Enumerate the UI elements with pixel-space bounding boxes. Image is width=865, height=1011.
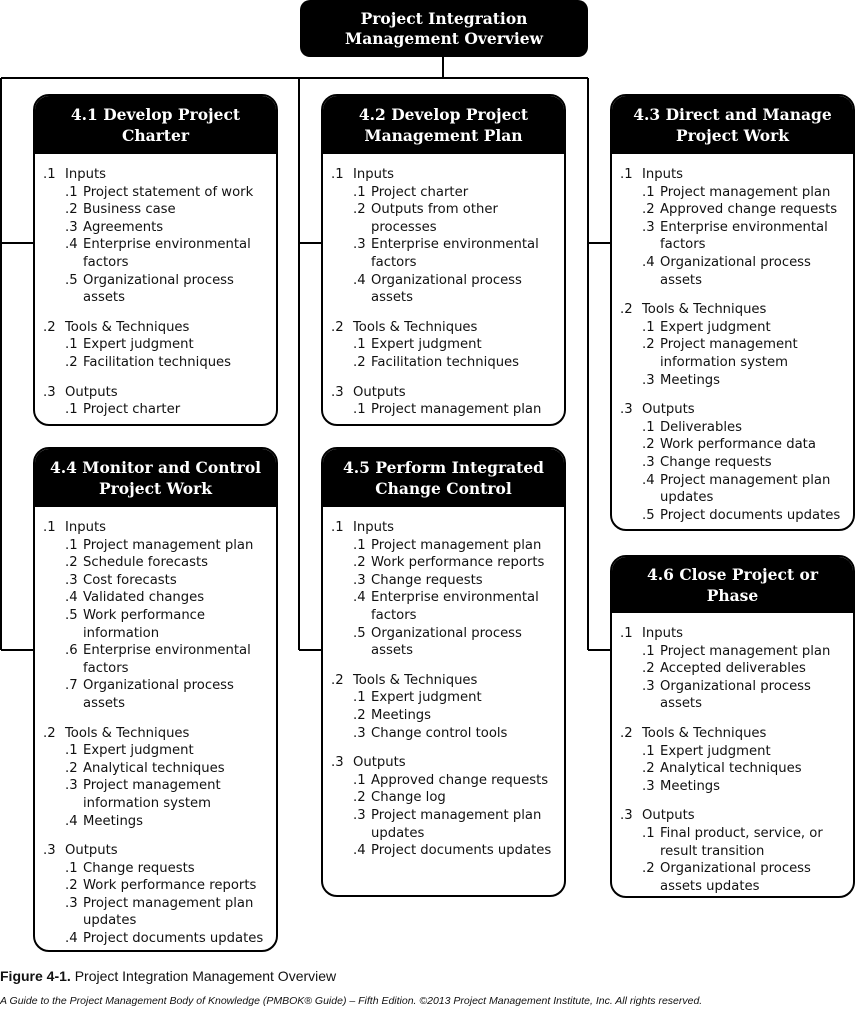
item-number: .2 bbox=[65, 878, 78, 894]
item-text: Expert judgment bbox=[83, 337, 194, 353]
item-number: .4 bbox=[353, 843, 366, 859]
process-box-4-6 bbox=[610, 555, 855, 898]
item-number: .5 bbox=[642, 507, 655, 523]
figure-caption-text: Project Integration Management Overview bbox=[74, 968, 337, 984]
item-text: Cost forecasts bbox=[83, 572, 177, 588]
item-number: .1 bbox=[353, 337, 366, 353]
section-label: Outputs bbox=[353, 384, 406, 400]
item-number: .2 bbox=[65, 202, 78, 218]
box-title-title-line2: Management Plan bbox=[364, 126, 523, 145]
item-number: .1 bbox=[353, 184, 366, 200]
list-item bbox=[620, 743, 849, 761]
list-item bbox=[620, 436, 849, 454]
list-item bbox=[620, 254, 849, 289]
list-item bbox=[43, 642, 272, 677]
list-item bbox=[43, 336, 272, 354]
item-number: .2 bbox=[353, 354, 366, 370]
section-inputs bbox=[620, 625, 849, 713]
item-text: Organizational process assets bbox=[371, 272, 522, 306]
list-item bbox=[43, 895, 272, 930]
item-number: .1 bbox=[65, 537, 78, 553]
list-item bbox=[331, 772, 560, 790]
item-number: .1 bbox=[353, 690, 366, 706]
item-text: Enterprise environmental factors bbox=[371, 237, 539, 270]
item-number: .6 bbox=[65, 643, 78, 659]
list-item bbox=[331, 554, 560, 572]
item-number: .3 bbox=[642, 678, 655, 694]
item-number: .3 bbox=[65, 778, 78, 794]
section-heading bbox=[331, 166, 560, 184]
list-item bbox=[620, 201, 849, 219]
list-item bbox=[331, 725, 560, 743]
box-title-title-line2: Project Work bbox=[98, 479, 212, 498]
item-text: Meetings bbox=[83, 813, 144, 829]
section-heading bbox=[620, 807, 849, 825]
section-outputs bbox=[331, 754, 560, 860]
section-number: .1 bbox=[331, 520, 344, 535]
list-item bbox=[43, 760, 272, 778]
box-body bbox=[612, 154, 853, 530]
section-label: Outputs bbox=[65, 384, 118, 400]
item-text: Enterprise environmental factors bbox=[83, 237, 251, 270]
list-item bbox=[331, 807, 560, 842]
section-number: .2 bbox=[331, 319, 344, 335]
section-label: Inputs bbox=[65, 167, 107, 182]
item-text: Project documents updates bbox=[83, 931, 264, 947]
process-box-4-4 bbox=[33, 447, 278, 952]
diagram-title-line2: Management Overview bbox=[345, 28, 543, 48]
box-title bbox=[612, 96, 853, 154]
list-item bbox=[43, 813, 272, 831]
item-number: .1 bbox=[642, 825, 655, 841]
list-item bbox=[620, 660, 849, 678]
item-number: .3 bbox=[353, 725, 366, 741]
item-number: .1 bbox=[65, 184, 78, 200]
section-heading bbox=[331, 754, 560, 772]
box-title-title-line1: 4.2 Develop Project bbox=[358, 105, 529, 124]
diagram-title bbox=[300, 0, 588, 57]
item-text: Project documents updates bbox=[660, 507, 841, 523]
item-text: Change log bbox=[371, 790, 446, 806]
item-text: Expert judgment bbox=[371, 337, 482, 353]
item-text: Project management information system bbox=[83, 778, 221, 811]
item-text: Meetings bbox=[660, 778, 721, 794]
item-number: .1 bbox=[65, 743, 78, 759]
section-heading bbox=[43, 519, 272, 537]
section-outputs bbox=[43, 842, 272, 948]
item-number: .3 bbox=[65, 895, 78, 911]
section-heading bbox=[43, 384, 272, 402]
item-number: .3 bbox=[65, 219, 78, 235]
item-text: Organizational process assets bbox=[83, 272, 234, 306]
item-number: .1 bbox=[353, 537, 366, 553]
section-heading bbox=[43, 842, 272, 860]
item-text: Project management plan bbox=[371, 402, 542, 418]
box-title bbox=[612, 557, 853, 613]
item-text: Meetings bbox=[660, 372, 721, 388]
item-number: .1 bbox=[353, 402, 366, 418]
process-box-4-3 bbox=[610, 94, 855, 531]
section-label: Inputs bbox=[65, 520, 107, 535]
item-text: Validated changes bbox=[83, 590, 205, 606]
section-heading bbox=[43, 725, 272, 743]
section-label: Outputs bbox=[353, 755, 406, 771]
list-item bbox=[620, 778, 849, 796]
item-text: Work performance data bbox=[660, 437, 816, 453]
section-label: Outputs bbox=[642, 402, 695, 418]
section-number: .2 bbox=[43, 725, 56, 741]
item-number: .1 bbox=[65, 860, 78, 876]
list-item bbox=[43, 184, 272, 202]
section-number: .1 bbox=[43, 520, 56, 535]
item-text: Analytical techniques bbox=[660, 761, 802, 777]
item-number: .4 bbox=[65, 813, 78, 829]
item-number: .1 bbox=[642, 419, 655, 435]
list-item bbox=[43, 236, 272, 271]
item-text: Project management information system bbox=[660, 337, 798, 370]
item-number: .2 bbox=[642, 861, 655, 877]
list-item bbox=[331, 354, 560, 372]
item-number: .4 bbox=[65, 237, 78, 253]
list-item bbox=[620, 825, 849, 860]
section-label: Tools & Techniques bbox=[642, 725, 767, 741]
section-number: .1 bbox=[331, 167, 344, 182]
section-inputs bbox=[331, 166, 560, 307]
item-text: Organizational process assets bbox=[660, 678, 811, 712]
box-body bbox=[35, 507, 276, 952]
item-number: .2 bbox=[353, 707, 366, 723]
box-title bbox=[35, 96, 276, 154]
item-number: .3 bbox=[642, 372, 655, 388]
list-item bbox=[620, 860, 849, 895]
section-tools-techniques bbox=[331, 319, 560, 372]
item-number: .2 bbox=[642, 761, 655, 777]
item-number: .1 bbox=[642, 743, 655, 759]
list-item bbox=[620, 336, 849, 371]
item-text: Project management plan updates bbox=[371, 807, 542, 841]
item-number: .4 bbox=[642, 254, 655, 270]
section-number: .2 bbox=[43, 319, 56, 335]
item-text: Agreements bbox=[83, 219, 164, 235]
item-text: Expert judgment bbox=[83, 743, 194, 759]
item-text: Schedule forecasts bbox=[83, 555, 208, 571]
box-body bbox=[323, 507, 564, 866]
section-tools-techniques bbox=[43, 725, 272, 831]
list-item bbox=[331, 572, 560, 590]
item-text: Enterprise environmental factors bbox=[660, 219, 828, 253]
item-number: .4 bbox=[65, 931, 78, 947]
item-number: .3 bbox=[642, 454, 655, 470]
list-item bbox=[620, 643, 849, 661]
item-text: Change requests bbox=[371, 572, 483, 588]
section-number: .3 bbox=[331, 755, 344, 771]
item-text: Work performance reports bbox=[83, 878, 257, 894]
section-label: Tools & Techniques bbox=[353, 319, 478, 335]
section-inputs bbox=[43, 519, 272, 713]
section-outputs bbox=[620, 807, 849, 895]
item-text: Organizational process assets bbox=[371, 625, 522, 659]
list-item bbox=[620, 419, 849, 437]
list-item bbox=[331, 236, 560, 271]
list-item bbox=[43, 354, 272, 372]
process-box-4-5 bbox=[321, 447, 566, 897]
section-heading bbox=[620, 166, 849, 184]
section-outputs bbox=[43, 384, 272, 419]
list-item bbox=[43, 201, 272, 219]
item-number: .4 bbox=[353, 272, 366, 288]
item-number: .4 bbox=[65, 590, 78, 606]
list-item bbox=[43, 219, 272, 237]
list-item bbox=[43, 860, 272, 878]
box-title-title-line1: 4.6 Close Project or bbox=[646, 565, 819, 584]
section-heading bbox=[620, 725, 849, 743]
item-text: Project management plan updates bbox=[83, 895, 254, 929]
section-number: .3 bbox=[43, 384, 56, 400]
section-heading bbox=[620, 301, 849, 319]
section-label: Outputs bbox=[65, 843, 118, 859]
item-text: Enterprise environmental factors bbox=[83, 643, 251, 676]
item-number: .3 bbox=[642, 778, 655, 794]
box-title bbox=[35, 449, 276, 507]
box-body bbox=[612, 613, 853, 898]
list-item bbox=[331, 589, 560, 624]
section-number: .3 bbox=[620, 402, 633, 418]
box-title-title-line1: 4.1 Develop Project bbox=[70, 105, 241, 124]
process-box-4-2 bbox=[321, 94, 566, 426]
list-item bbox=[43, 607, 272, 642]
item-text: Project management plan bbox=[371, 537, 542, 553]
box-title-title-line1: 4.3 Direct and Manage bbox=[633, 105, 832, 124]
item-number: .3 bbox=[65, 572, 78, 588]
section-heading bbox=[331, 672, 560, 690]
list-item bbox=[620, 219, 849, 254]
item-text: Project management plan updates bbox=[660, 472, 831, 506]
section-outputs bbox=[620, 401, 849, 524]
list-item bbox=[43, 877, 272, 895]
item-text: Business case bbox=[83, 202, 176, 218]
item-text: Project statement of work bbox=[83, 184, 254, 200]
item-number: .2 bbox=[353, 202, 366, 218]
box-title-title-line2: Charter bbox=[121, 126, 189, 145]
item-number: .4 bbox=[642, 472, 655, 488]
item-text: Project charter bbox=[371, 184, 469, 200]
item-text: Expert judgment bbox=[660, 319, 771, 335]
box-title bbox=[323, 449, 564, 507]
list-item bbox=[331, 201, 560, 236]
section-number: .2 bbox=[331, 672, 344, 688]
list-item bbox=[620, 472, 849, 507]
list-item bbox=[331, 336, 560, 354]
item-number: .2 bbox=[65, 760, 78, 776]
section-tools-techniques bbox=[43, 319, 272, 372]
item-number: .1 bbox=[65, 402, 78, 418]
item-text: Outputs from other processes bbox=[371, 202, 498, 235]
list-item bbox=[331, 842, 560, 860]
section-inputs bbox=[43, 166, 272, 307]
item-text: Organizational process assets bbox=[83, 678, 234, 711]
item-text: Deliverables bbox=[660, 419, 743, 435]
item-number: .2 bbox=[353, 790, 366, 806]
section-heading bbox=[620, 401, 849, 419]
list-item bbox=[331, 689, 560, 707]
list-item bbox=[43, 677, 272, 712]
section-label: Tools & Techniques bbox=[65, 725, 190, 741]
diagram-title-line1: Project Integration bbox=[360, 8, 528, 28]
section-number: .1 bbox=[620, 167, 633, 182]
item-text: Facilitation techniques bbox=[83, 354, 232, 370]
section-heading bbox=[43, 166, 272, 184]
item-text: Work performance reports bbox=[371, 555, 545, 571]
item-number: .1 bbox=[642, 319, 655, 335]
item-text: Final product, service, or result transition bbox=[660, 825, 823, 859]
section-label: Inputs bbox=[642, 167, 684, 182]
box-title-title-line2: Project Work bbox=[675, 126, 789, 145]
item-number: .2 bbox=[353, 555, 366, 571]
section-tools-techniques bbox=[620, 725, 849, 795]
list-item bbox=[620, 319, 849, 337]
item-text: Project management plan bbox=[660, 643, 831, 659]
section-tools-techniques bbox=[620, 301, 849, 389]
section-number: .3 bbox=[331, 384, 344, 400]
section-heading bbox=[331, 319, 560, 337]
item-text: Meetings bbox=[371, 707, 432, 723]
list-item bbox=[43, 589, 272, 607]
item-text: Project management plan bbox=[83, 537, 254, 553]
list-item bbox=[43, 930, 272, 948]
item-text: Change requests bbox=[660, 454, 772, 470]
item-text: Analytical techniques bbox=[83, 760, 225, 776]
list-item bbox=[620, 760, 849, 778]
box-title-title-line1: 4.4 Monitor and Control bbox=[49, 458, 262, 477]
item-number: .5 bbox=[65, 607, 78, 623]
section-number: .3 bbox=[43, 843, 56, 859]
item-number: .2 bbox=[642, 437, 655, 453]
item-number: .1 bbox=[353, 772, 366, 788]
list-item bbox=[43, 572, 272, 590]
item-text: Organizational process assets updates bbox=[660, 861, 811, 894]
item-number: .3 bbox=[353, 237, 366, 253]
list-item bbox=[620, 454, 849, 472]
list-item bbox=[43, 777, 272, 812]
item-number: .2 bbox=[642, 661, 655, 677]
section-label: Outputs bbox=[642, 808, 695, 824]
list-item bbox=[620, 507, 849, 525]
section-heading bbox=[331, 519, 560, 537]
section-heading bbox=[43, 319, 272, 337]
process-box-4-1 bbox=[33, 94, 278, 426]
item-number: .2 bbox=[65, 555, 78, 571]
list-item bbox=[43, 554, 272, 572]
item-text: Change requests bbox=[83, 860, 195, 876]
figure-caption-label: Figure 4-1. bbox=[0, 968, 71, 984]
section-inputs bbox=[331, 519, 560, 660]
item-number: .3 bbox=[353, 572, 366, 588]
list-item bbox=[620, 184, 849, 202]
item-number: .3 bbox=[642, 219, 655, 235]
section-inputs bbox=[620, 166, 849, 289]
list-item bbox=[331, 625, 560, 660]
item-text: Project documents updates bbox=[371, 843, 552, 859]
list-item bbox=[331, 401, 560, 419]
item-text: Change control tools bbox=[371, 725, 508, 741]
item-number: .5 bbox=[353, 625, 366, 641]
copyright-notice: A Guide to the Project Management Body of Knowledge (PMBOK® Guide) – Fifth Edition. ©2013 Project Management Institute, Inc. All rights reserved. bbox=[0, 995, 703, 1007]
list-item bbox=[620, 678, 849, 713]
list-item bbox=[331, 789, 560, 807]
box-title bbox=[323, 96, 564, 154]
section-label: Tools & Techniques bbox=[65, 319, 190, 335]
section-number: .2 bbox=[620, 302, 633, 318]
item-text: Expert judgment bbox=[660, 743, 771, 759]
item-number: .1 bbox=[65, 337, 78, 353]
section-label: Inputs bbox=[353, 520, 395, 535]
item-text: Project management plan bbox=[660, 184, 831, 200]
item-number: .2 bbox=[642, 202, 655, 218]
list-item bbox=[43, 401, 272, 419]
item-number: .2 bbox=[642, 337, 655, 353]
section-label: Tools & Techniques bbox=[353, 672, 478, 688]
item-text: Accepted deliverables bbox=[660, 661, 806, 677]
list-item bbox=[331, 272, 560, 307]
list-item bbox=[620, 372, 849, 390]
list-item bbox=[331, 537, 560, 555]
item-number: .4 bbox=[353, 590, 366, 606]
item-number: .2 bbox=[65, 354, 78, 370]
list-item bbox=[43, 742, 272, 760]
figure-caption bbox=[0, 968, 336, 984]
item-number: .7 bbox=[65, 678, 78, 694]
item-text: Approved change requests bbox=[660, 202, 838, 218]
section-number: .3 bbox=[620, 808, 633, 824]
section-label: Inputs bbox=[353, 167, 395, 182]
item-number: .3 bbox=[353, 807, 366, 823]
item-text: Project charter bbox=[83, 402, 181, 418]
item-number: .1 bbox=[642, 184, 655, 200]
item-text: Facilitation techniques bbox=[371, 354, 520, 370]
box-title-title-line2: Change Control bbox=[375, 479, 512, 498]
section-tools-techniques bbox=[331, 672, 560, 742]
list-item bbox=[43, 537, 272, 555]
section-heading bbox=[620, 625, 849, 643]
item-text: Organizational process assets bbox=[660, 254, 811, 288]
section-label: Tools & Techniques bbox=[642, 302, 767, 318]
item-text: Work performance information bbox=[83, 607, 206, 641]
list-item bbox=[331, 184, 560, 202]
box-body bbox=[323, 154, 564, 425]
list-item bbox=[43, 272, 272, 307]
item-text: Enterprise environmental factors bbox=[371, 590, 539, 623]
item-number: .5 bbox=[65, 272, 78, 288]
list-item bbox=[331, 707, 560, 725]
section-label: Inputs bbox=[642, 626, 684, 641]
item-text: Expert judgment bbox=[371, 690, 482, 706]
section-heading bbox=[331, 384, 560, 402]
item-number: .1 bbox=[642, 643, 655, 659]
box-body bbox=[35, 154, 276, 425]
section-number: .2 bbox=[620, 725, 633, 741]
item-text: Approved change requests bbox=[371, 772, 549, 788]
box-title-title-line2: Phase bbox=[706, 586, 759, 605]
section-number: .1 bbox=[620, 626, 633, 641]
section-outputs bbox=[331, 384, 560, 419]
section-number: .1 bbox=[43, 167, 56, 182]
box-title-title-line1: 4.5 Perform Integrated bbox=[342, 458, 545, 477]
